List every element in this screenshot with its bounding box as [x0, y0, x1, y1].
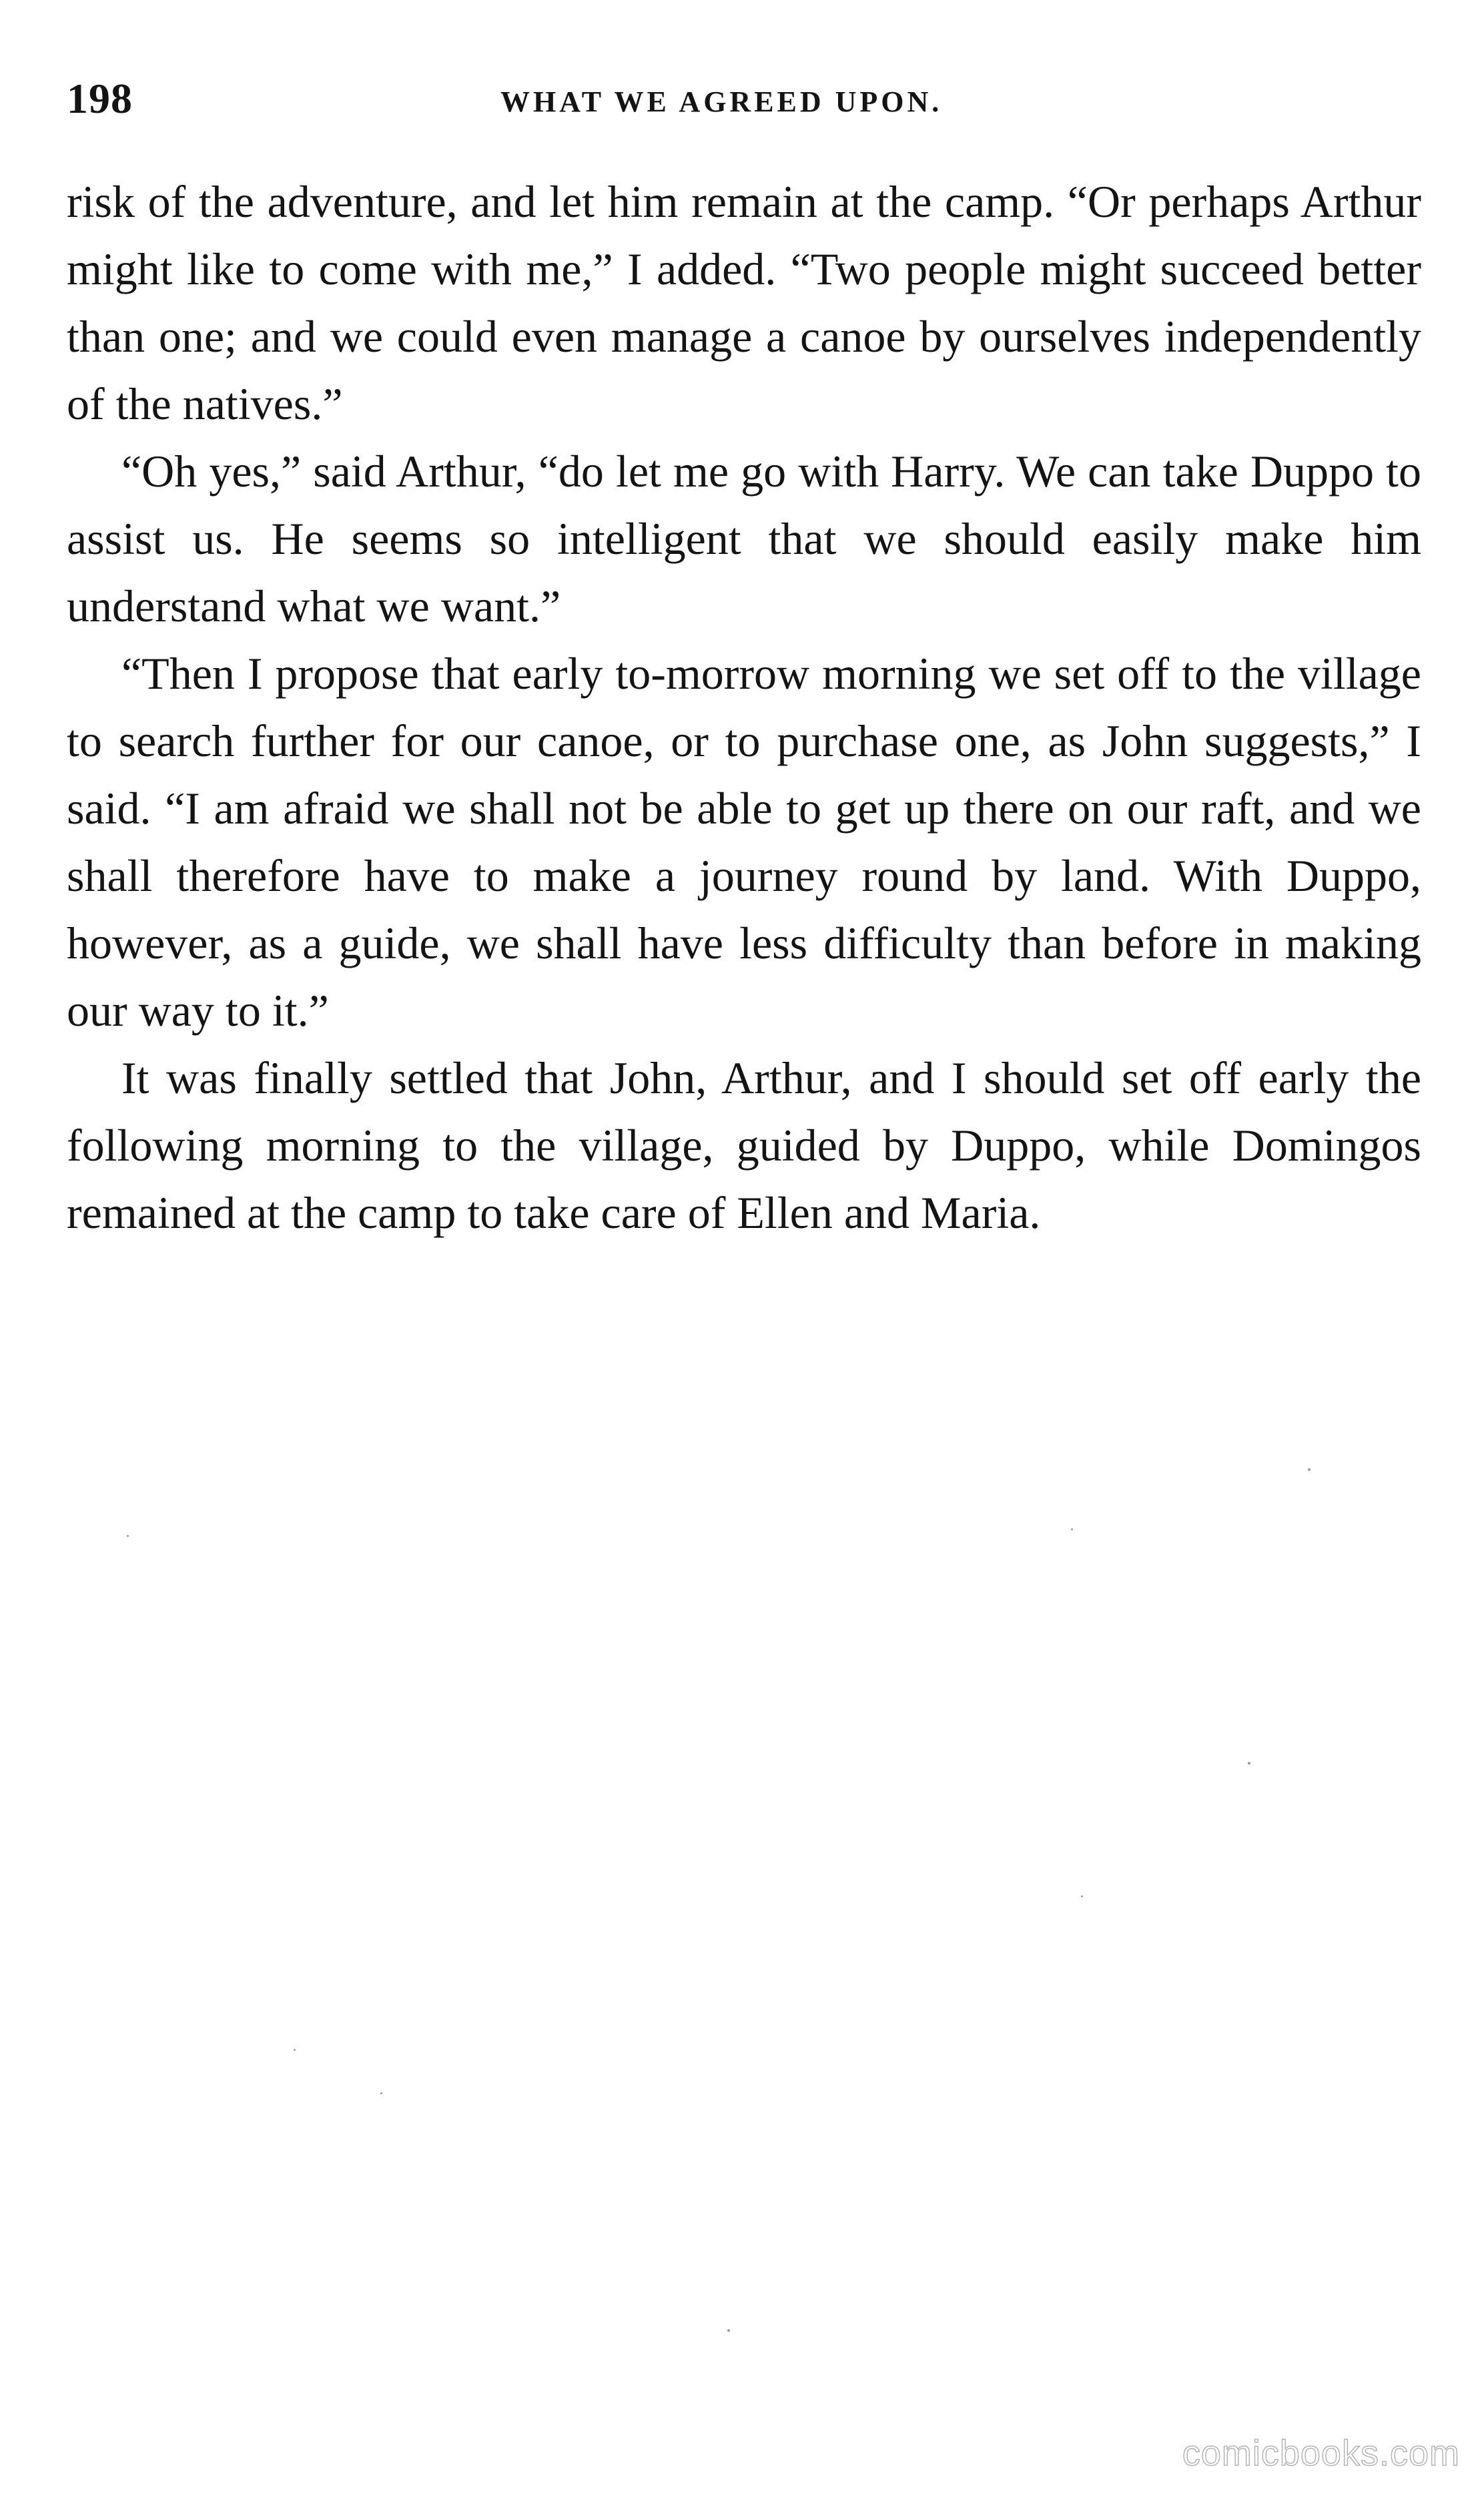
running-head [67, 72, 1421, 125]
running-title: WHAT WE AGREED UPON. [500, 85, 943, 118]
paper-speck [1081, 1895, 1083, 1897]
body-text [67, 168, 1421, 1247]
paragraph-2: “Oh yes,” said Arthur, “do let me go with Harry. We can take Duppo to assist us. He seems so intelligent that we should easily make him understand what we want.” [67, 446, 1421, 631]
paper-speck [127, 1535, 129, 1537]
paper-speck [1071, 1528, 1073, 1530]
paragraph-3: “Then I propose that early to-morrow morning we set off to the village to search further for our canoe, or to purchase one, as John suggests,” I said. “I am afraid we shall not be able to get up there on our raft, and we shall therefore have to make a journey round by land. With Duppo, however, as a guide, we shall have less difficulty than before in making our way to it.” [67, 648, 1421, 1036]
watermark-logo: comicbooks.com [1182, 2433, 1460, 2473]
paper-speck [1308, 1468, 1311, 1471]
paragraph-4: It was finally settled that John, Arthur, and I should set off early the following morning to the village, guided by Duppo, while Domingos remained at the camp to take care of Ellen and Maria. [67, 1052, 1421, 1238]
paper-speck [380, 2092, 382, 2094]
paper-speck [727, 2329, 730, 2332]
page-number: 198 [67, 75, 133, 122]
paper-speck [1248, 1762, 1250, 1765]
paragraph-1: risk of the adventure, and let him remain at the camp. “Or perhaps Arthur might like to come with me,” I added. “Two people might succeed better than one; and we could even manage a canoe by ourselves independently of the natives.” [67, 176, 1421, 429]
paper-speck [294, 2049, 296, 2051]
